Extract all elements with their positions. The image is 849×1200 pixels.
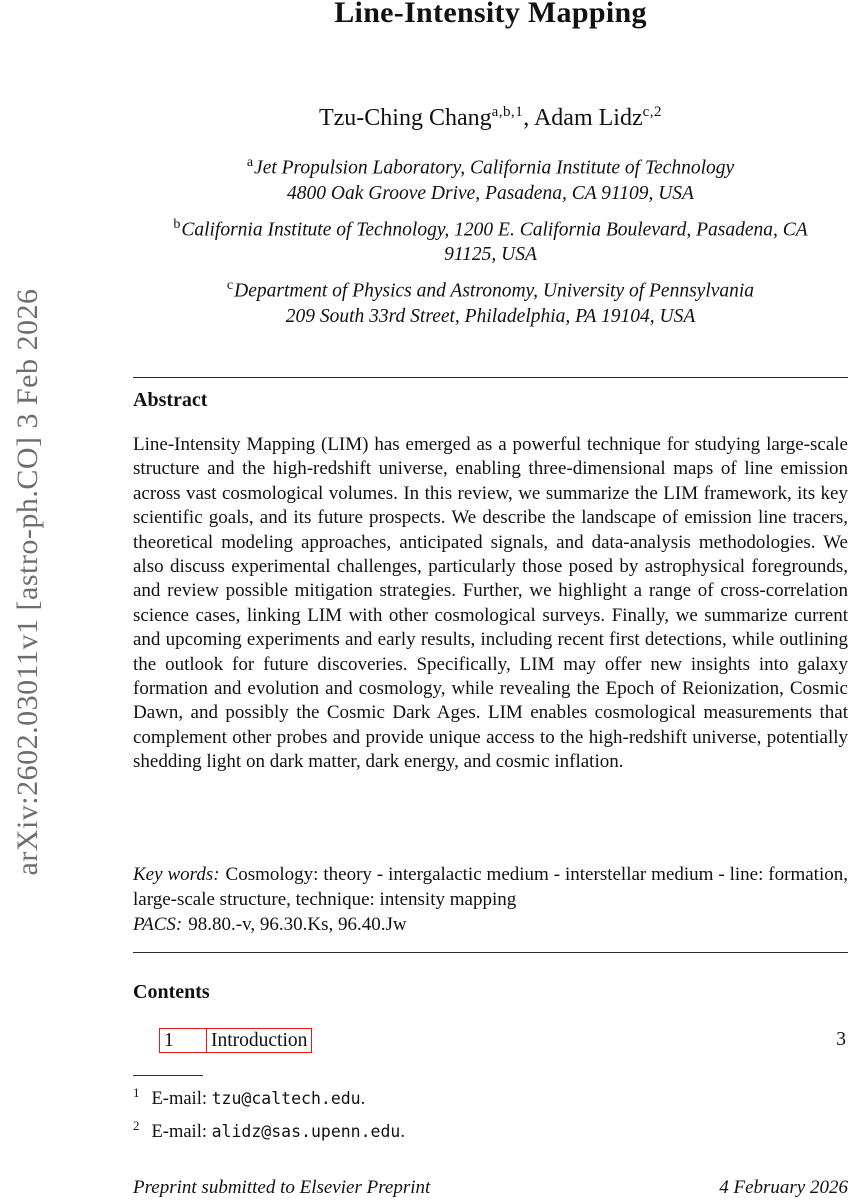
affiliations <box>133 150 848 335</box>
arxiv-watermark: arXiv:2602.03011v1 [astro-ph.CO] 3 Feb 2026 <box>11 288 44 876</box>
keywords-block <box>133 862 848 937</box>
footnote-label: E-mail: <box>151 1121 207 1142</box>
affiliation-line: 209 South 33rd Street, Philadelphia, PA 19104, USA <box>285 305 696 327</box>
affiliation <box>133 273 848 329</box>
keywords-label: Key words: <box>133 864 220 885</box>
pacs-label: PACS: <box>133 914 183 935</box>
toc-section-number[interactable]: 1 <box>160 1029 207 1052</box>
affiliation-line: Department of Physics and Astronomy, University of Pennsylvania <box>234 280 755 302</box>
affiliation-marker: a <box>246 155 254 170</box>
contents-heading: Contents <box>133 981 210 1003</box>
author-name: Adam Lidz <box>533 105 643 131</box>
author-affil-marks: c,2 <box>642 104 663 120</box>
pacs-text: 98.80.-v, 96.30.Ks, 96.40.Jw <box>188 914 407 935</box>
abstract-heading: Abstract <box>133 389 208 411</box>
affiliation <box>133 212 848 268</box>
toc-section-title[interactable]: Introduction <box>211 1030 308 1051</box>
affiliation-marker: b <box>173 216 181 232</box>
footer-submission-note: Preprint submitted to Elsevier Preprint <box>133 1177 431 1198</box>
affiliation-line: 91125, USA <box>444 244 537 265</box>
footnote-suffix: . <box>400 1121 405 1142</box>
footnote <box>133 1080 848 1113</box>
footnote-email: tzu@caltech.edu <box>211 1089 361 1109</box>
footnotes-block <box>133 1080 848 1145</box>
toc-entry-row <box>133 1028 848 1054</box>
footnote <box>133 1113 848 1146</box>
footnote-label: E-mail: <box>151 1089 207 1110</box>
abstract-text: Line-Intensity Mapping (LIM) has emerged as a powerful technique for studying large-scale structure and the high-redshift universe, enabling three-dimensional maps of line emission across vast cosmological volumes. In this review, we summarize the LIM framework, its key scientific goals, and its future prospects. We describe the landscape of emission line tracers, theoretical modeling approaches, anticipated signals, and data-analysis methodologies. We also discuss experimental challenges, particularly those posed by astrophysical foregrounds, and review possible mitigation strategies. Further, we highlight a range of cross-correlation science cases, linking LIM with other cosmological surveys. Finally, we summarize current and upcoming experiments and early results, including recent first detections, while outlining the outlook for future discoveries. Specifically, LIM may offer new insights into galaxy formation and evolution and cosmology, while revealing the Epoch of Reionization, Cosmic Dawn, and possibly the Cosmic Dark Ages. LIM enables cosmological measurements that complement other probes and provide unique access to the high-redshift universe, potentially shedding light on dark matter, dark energy, and cosmic inflation. <box>133 434 848 773</box>
paper-title: Line-Intensity Mapping <box>334 0 647 29</box>
affiliation-line: 4800 Oak Groove Drive, Pasadena, CA 91109, USA <box>287 182 694 204</box>
footnote-email: alidz@sas.upenn.edu <box>211 1121 401 1141</box>
footnote-marker: 1 <box>133 1085 140 1100</box>
footer-date: 4 February 2026 <box>719 1177 848 1198</box>
footnote-suffix: . <box>360 1089 366 1110</box>
affiliation-line: Jet Propulsion Laboratory, California Institute of Technology <box>254 157 735 179</box>
affiliation <box>133 150 848 206</box>
affiliation-line: California Institute of Technology, 1200 E. California Boulevard, Pasadena, CA <box>181 219 808 240</box>
abstract-top-divider <box>133 377 848 378</box>
toc-link-introduction[interactable] <box>159 1028 312 1053</box>
toc-page-number: 3 <box>836 1029 846 1050</box>
page-footer <box>133 1176 848 1199</box>
author-separator: , <box>523 105 534 131</box>
footnote-marker: 2 <box>133 1117 140 1133</box>
keywords-text: Cosmology: theory - intergalactic medium - interstellar medium - line: formation, large-scale structure, technique: intensity mapping <box>133 864 848 910</box>
author-name: Tzu-Ching Chang <box>318 105 492 131</box>
affiliation-marker: c <box>226 278 234 293</box>
author-affil-marks: a,b,1 <box>491 104 524 120</box>
keywords-bottom-divider <box>133 952 848 953</box>
footnote-divider <box>133 1075 203 1076</box>
authors-line <box>133 97 848 133</box>
